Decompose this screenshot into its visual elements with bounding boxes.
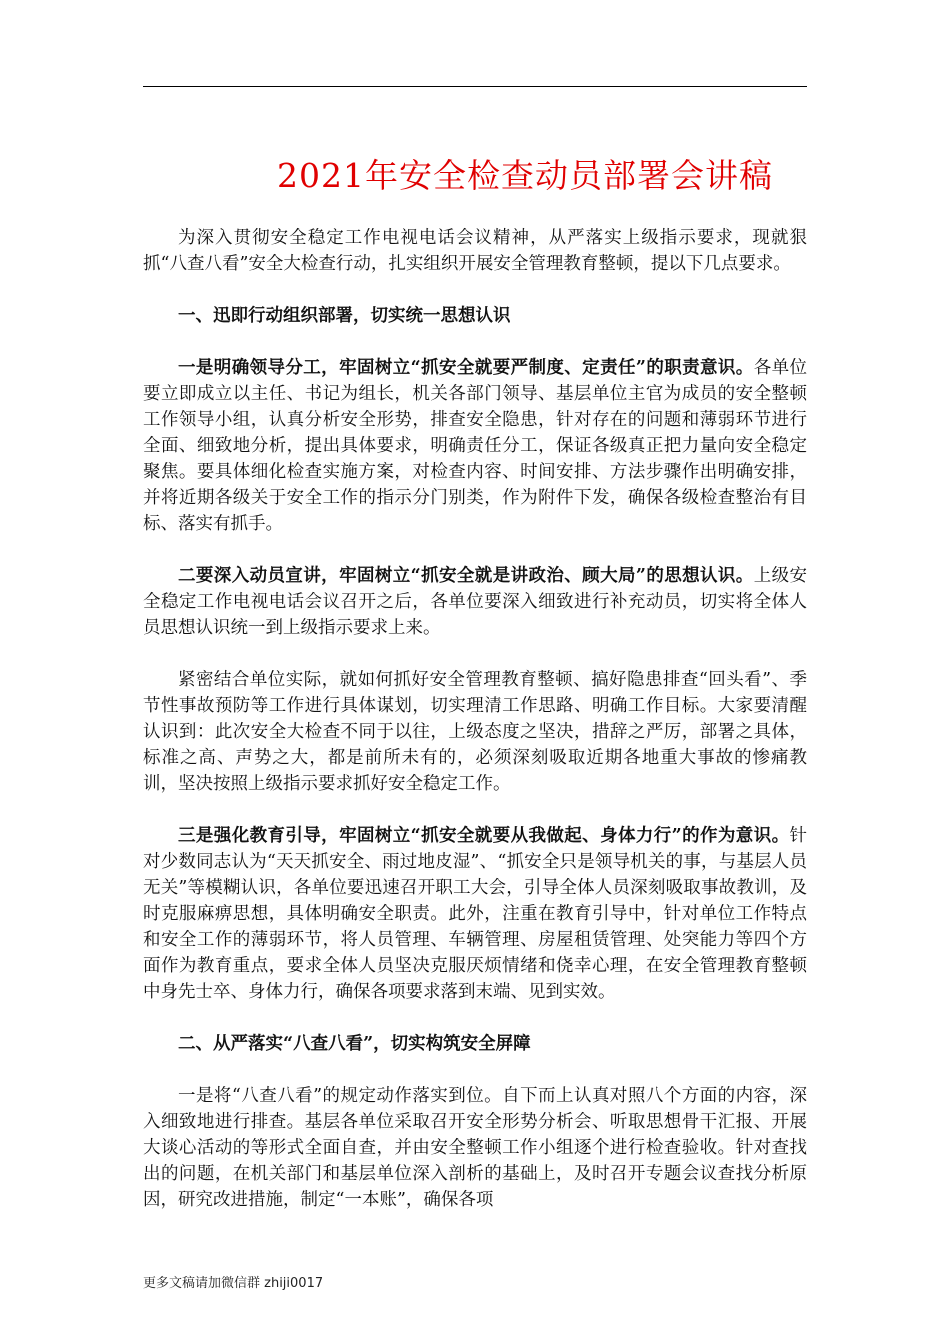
paragraph-text: 针对少数同志认为“天天抓安全、雨过地皮湿”、“抓安全只是领导机关的事，与基层人员无关”等模糊认识，各单位要迅速召开职工大会，引导全体人员深刻吸取事故教训，及时克服麻痹思想，具体明确安全职责。此外，注重在教育引导中，针对单位工作特点和安全工作的薄弱环节，将人员管理、车辆管理、房屋租赁管理、处突能力等四个方面作为教育重点，要求全体人员坚决克服厌烦情绪和侥幸心理，在安全管理教育整顿中身先士卒、身体力行，确保各项要求落到末端、见到实效。 bbox=[143, 826, 807, 1002]
paragraph-lead: 三是强化教育引导，牢固树立“抓安全就要从我做起、身体力行”的作为意识。 bbox=[178, 826, 790, 846]
document-title: 2021年安全检查动员部署会讲稿 bbox=[277, 156, 773, 195]
paragraph-implementation bbox=[143, 1083, 807, 1213]
header-rule bbox=[143, 86, 807, 87]
paragraph-lead: 一是明确领导分工，牢固树立“抓安全就要严制度、定责任”的职责意识。 bbox=[178, 358, 754, 378]
paragraph-point-3 bbox=[143, 823, 807, 1005]
paragraph-point-1 bbox=[143, 355, 807, 537]
paragraph-point-2 bbox=[143, 563, 807, 641]
paragraph-text: 紧密结合单位实际，就如何抓好安全管理教育整顿、搞好隐患排查“回头看”、季节性事故预防等工作进行具体谋划，切实理清工作思路、明确工作目标。大家要清醒认识到：此次安全大检查不同于以往，上级态度之坚决，措辞之严厉，部署之具体，标准之高、声势之大，都是前所未有的，必须深刻吸取近期各地重大事故的惨痛教训，坚决按照上级指示要求抓好安全稳定工作。 bbox=[143, 670, 807, 794]
heading-text: 一、迅即行动组织部署，切实统一思想认识 bbox=[178, 306, 511, 326]
paragraph-text: 一是将“八查八看”的规定动作落实到位。自下而上认真对照八个方面的内容，深入细致地进行排查。基层各单位采取召开安全形势分析会、听取思想骨干汇报、开展大谈心活动的等形式全面自查，并由安全整顿工作小组逐个进行检查验收。针对查找出的问题，在机关部门和基层单位深入剖析的基础上，及时召开专题会议查找分析原因，研究改进措施，制定“一本账”，确保各项 bbox=[143, 1086, 807, 1210]
paragraph-text: 上级安全稳定工作电视电话会议召开之后，各单位要深入细致进行补充动员，切实将全体人员思想认识统一到上级指示要求上来。 bbox=[143, 566, 807, 638]
section-heading-2 bbox=[143, 1031, 807, 1057]
section-heading-1 bbox=[143, 303, 807, 329]
heading-text: 二、从严落实“八查八看”，切实构筑安全屏障 bbox=[178, 1034, 531, 1054]
paragraph-intro bbox=[143, 225, 807, 277]
document-body bbox=[143, 225, 807, 1239]
paragraph-text: 为深入贯彻安全稳定工作电视电话会议精神，从严落实上级指示要求，现就狠抓“八查八看”安全大检查行动，扎实组织开展安全管理教育整顿，提以下几点要求。 bbox=[143, 228, 807, 274]
paragraph-lead: 二要深入动员宣讲，牢固树立“抓安全就是讲政治、顾大局”的思想认识。 bbox=[178, 566, 754, 586]
footer-note: 更多文稿请加微信群 zhiji0017 bbox=[143, 1276, 324, 1291]
paragraph-text: 各单位要立即成立以主任、书记为组长，机关各部门领导、基层单位主官为成员的安全整顿工作领导小组，认真分析安全形势，排查安全隐患，针对存在的问题和薄弱环节进行全面、细致地分析，提出具体要求，明确责任分工，保证各级真正把力量向安全稳定聚焦。要具体细化检查实施方案，对检查内容、时间安排、方法步骤作出明确安排，并将近期各级关于安全工作的指示分门别类，作为附件下发，确保各级检查整治有目标、落实有抓手。 bbox=[143, 358, 807, 534]
paragraph-context bbox=[143, 667, 807, 797]
